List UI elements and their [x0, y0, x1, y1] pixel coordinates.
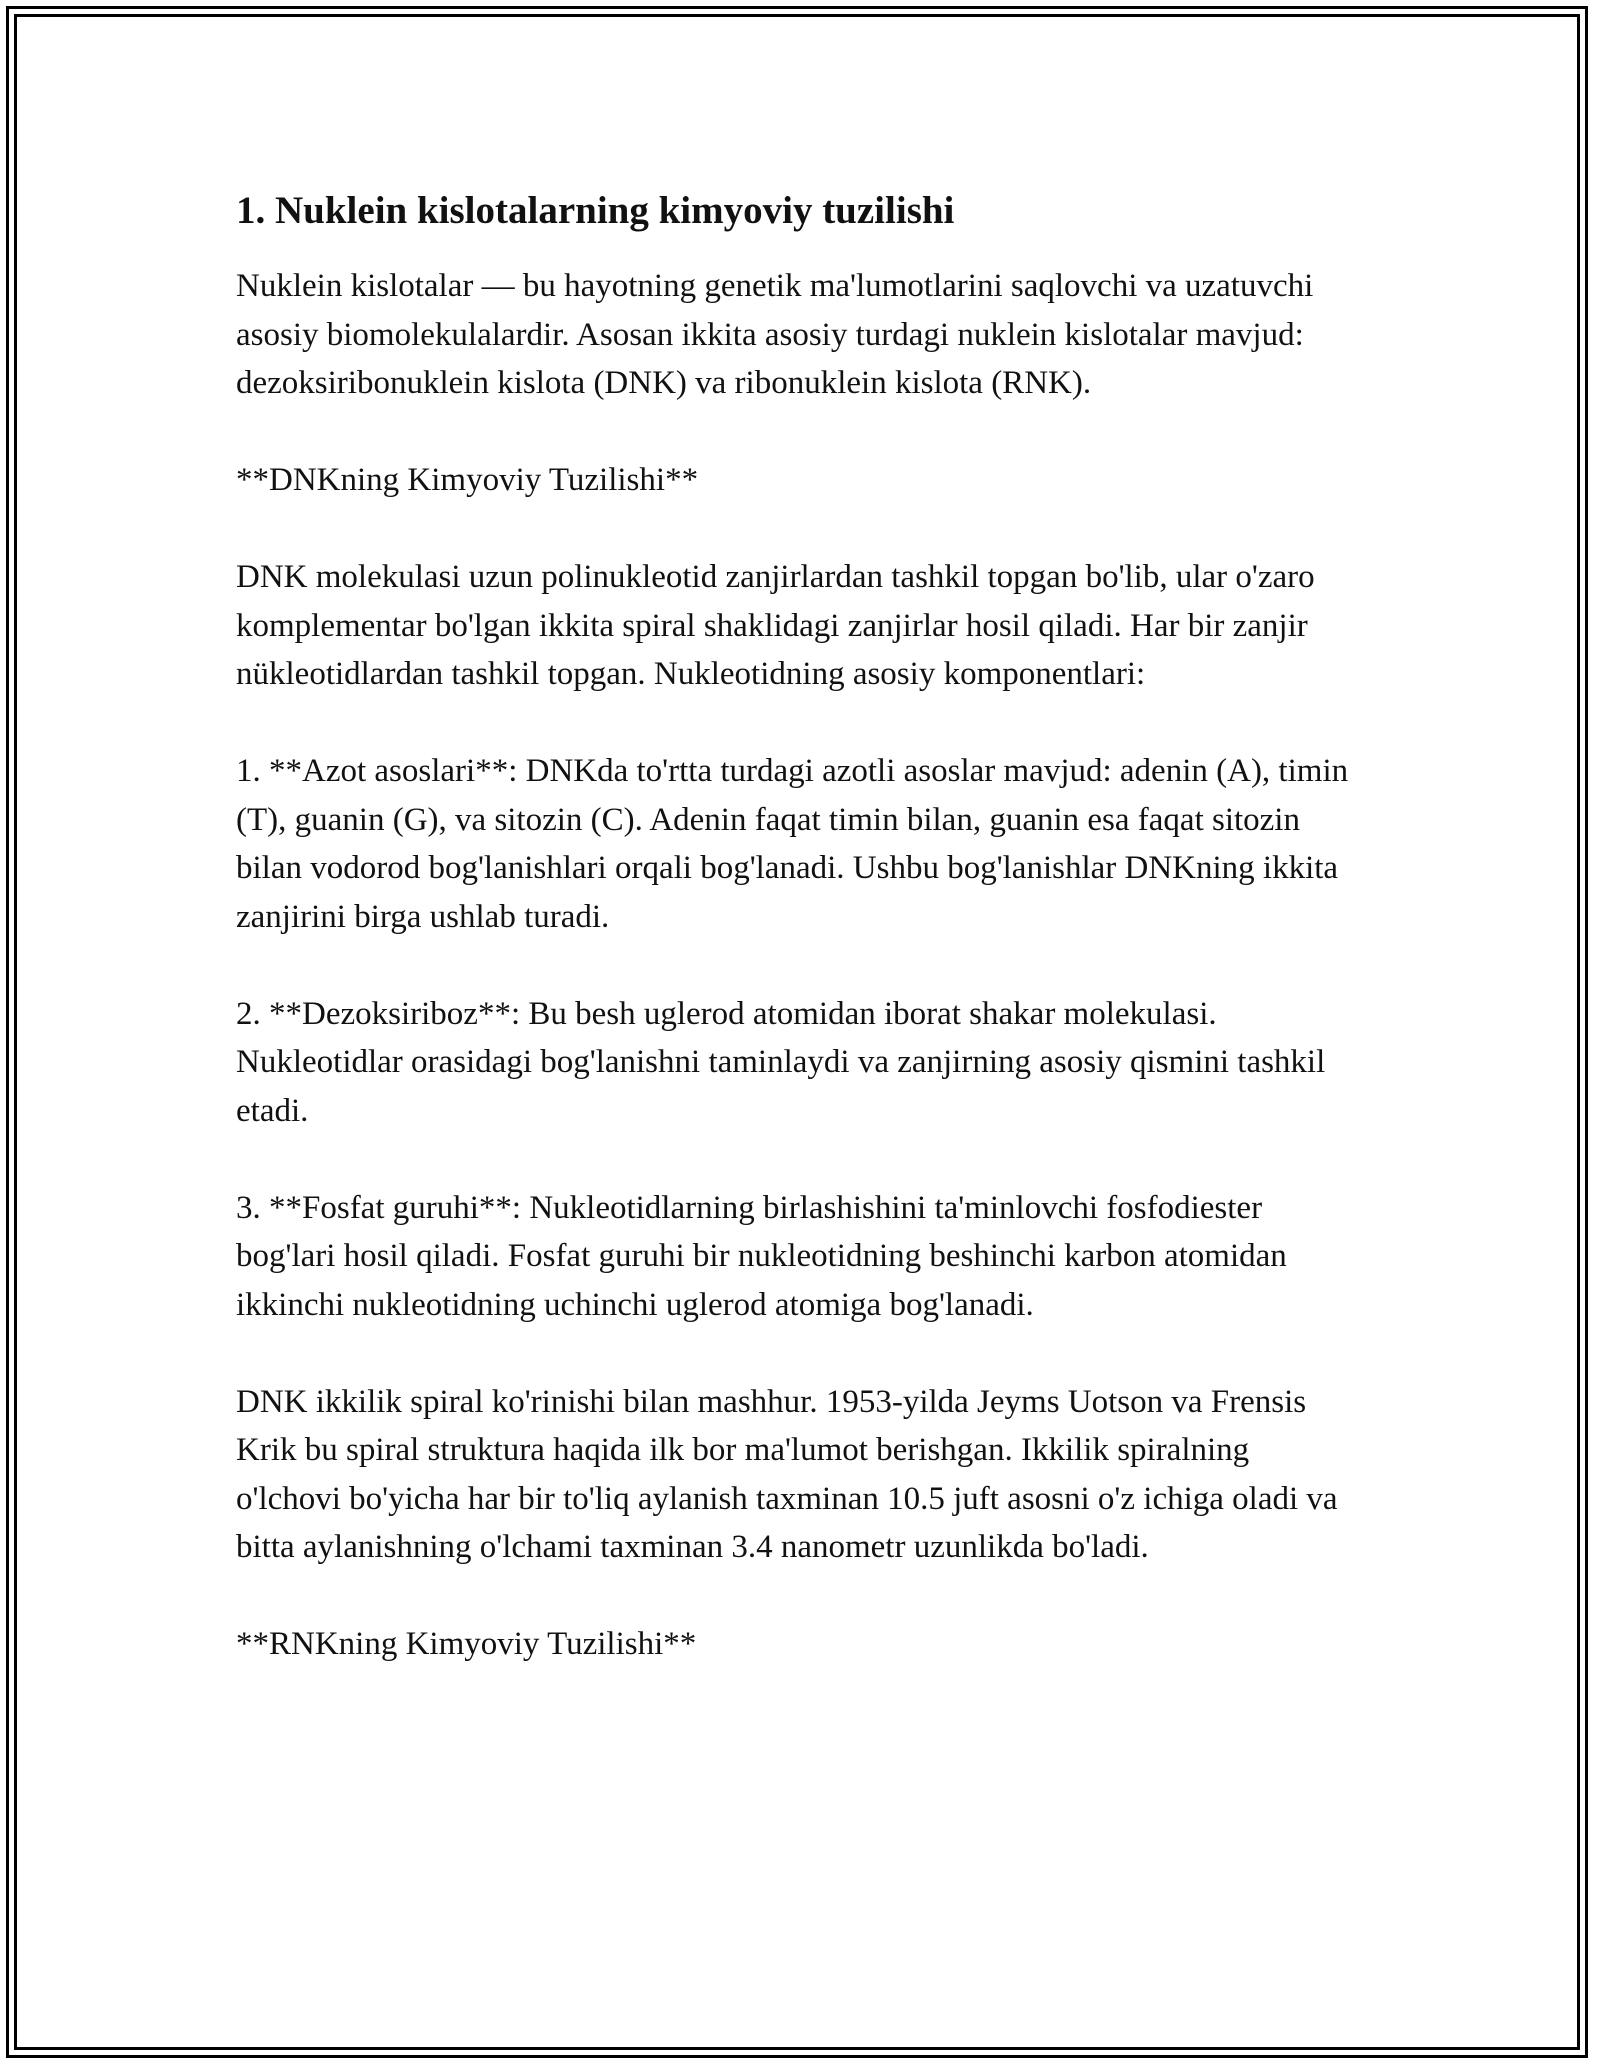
- document-title: 1. Nuklein kislotalarning kimyoviy tuzilishi: [236, 189, 955, 232]
- dnk-structure-paragraph: DNK molekulasi uzun polinukleotid zanjirlardan tashkil topgan bo'lib, ular o'zaro komplementar bo'lgan ikkita spiral shaklidagi zanjirlar hosil qiladi. Har bir zanjir nükleotidlardan tashkil topgan. Nukleotidning asosiy komponentlari:: [236, 559, 1315, 692]
- list-item-fosfat-guruhi: 3. **Fosfat guruhi**: Nukleotidlarning birlashishini ta'minlovchi fosfodiester bog'lari hosil qiladi. Fosfat guruhi bir nukleotidning beshinchi karbon atomidan ikkinchi nukleotidning uchinchi uglerod atomiga bog'lanadi.: [236, 1189, 1287, 1323]
- list-item-azot-asoslari: 1. **Azot asoslari**: DNKda to'rtta turdagi azotli asoslar mavjud: adenin (A), timin (T), guanin (G), va sitozin (C). Adenin faqat timin bilan, guanin esa faqat sitozin bilan vodorod bog'lanishlari orqali bog'lanadi. Ushbu bog'lanishlar DNKning ikkita zanjirini birga ushlab turadi.: [236, 753, 1349, 935]
- paragraph-gap: [236, 408, 1356, 457]
- paragraph-gap: [236, 1329, 1356, 1378]
- paragraph-gap: [236, 699, 1356, 748]
- paragraph-gap: [236, 941, 1356, 990]
- paragraph-gap: [236, 505, 1356, 554]
- dnk-section-heading: **DNKning Kimyoviy Tuzilishi**: [236, 462, 699, 498]
- paragraph-gap: [236, 1135, 1356, 1184]
- rnk-section-heading: **RNKning Kimyoviy Tuzilishi**: [236, 1626, 697, 1662]
- document-body: [236, 184, 1356, 1669]
- paragraph-gap: [236, 1572, 1356, 1621]
- double-helix-paragraph: DNK ikkilik spiral ko'rinishi bilan mashhur. 1953-yilda Jeyms Uotson va Frensis Krik bu spiral struktura haqida ilk bor ma'lumot berishgan. Ikkilik spiralning o'lchovi bo'yicha har bir to'liq aylanish taxminan 10.5 juft asosni o'z ichiga oladi va bitta aylanishning o'lchami taxminan 3.4 nanometr uzunlikda bo'ladi.: [236, 1383, 1338, 1565]
- intro-paragraph: Nuklein kislotalar — bu hayotning genetik ma'lumotlarini saqlovchi va uzatuvchi asosiy biomolekulalardir. Asosan ikkita asosiy turdagi nuklein kislotalar mavjud: dezoksiribonuklein kislota (DNK) va ribonuklein kislota (RNK).: [236, 268, 1314, 401]
- list-item-dezoksiriboz: 2. **Dezoksiriboz**: Bu besh uglerod atomidan iborat shakar molekulasi. Nukleotidlar orasidagi bog'lanishni taminlaydi va zanjirning asosiy qismini tashkil etadi.: [236, 995, 1326, 1129]
